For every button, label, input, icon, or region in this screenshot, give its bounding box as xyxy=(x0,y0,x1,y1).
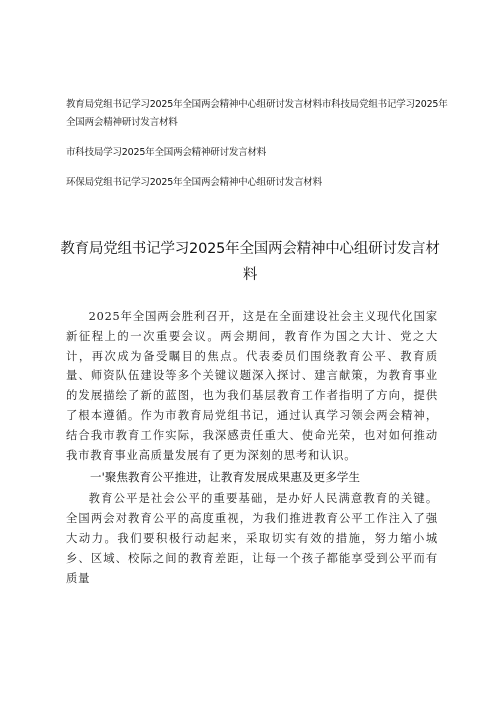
toc-item-3[interactable]: 环保局党组书记学习2025年全国两会精神中心组研讨发言材料 xyxy=(66,177,322,188)
section-1-paragraph: 教育公平是社会公平的重要基础，是办好人民满意教育的关键。全国两会对教育公平的高度重视，为我们推进教育公平工作注入了强大动力。我们要积极行动起来，采取切实有效的措施，努力缩小城乡、区域、校际之间的教育差距，让每一个孩子都能享受到公平而有质量 xyxy=(66,492,438,585)
toc-item-1[interactable]: 教育局党组书记学习2025年全国两会精神中心组研讨发言材料市科技局党组书记学习2025年全国两会精神研讨发言材料 xyxy=(66,99,448,128)
intro-paragraph: 2025年全国两会胜利召开，这是在全面建设社会主义现代化国家新征程上的一次重要会议。两会期间，教育作为国之大计、党之大计，再次成为备受瞩目的焦点。代表委员们围绕教育公平、教育质量、师资队伍建设等多个关键议题深入探讨、建言献策，为教育事业的发展描绘了新的蓝图，也为我们基层教育工作者指明了方向，提供了根本遵循。作为市教育局党组书记，通过认真学习领会两会精神，结合我市教育工作实际，我深感责任重大、使命光荣，也对如何推动我市教育事业高质量发展有了更为深刻的思考和认识。 xyxy=(66,310,438,462)
table-of-contents xyxy=(66,96,456,192)
section-heading-1: 一'聚焦教育公平推进，让教育发展成果惠及更多学生 xyxy=(90,470,361,485)
article-title: 教育局党组书记学习2025年全国两会精神中心组研讨发言材料 xyxy=(60,241,440,283)
article-body xyxy=(66,307,438,588)
toc-item-2[interactable]: 市科技局学习2025年全国两会精神研讨发言材料 xyxy=(66,147,267,158)
